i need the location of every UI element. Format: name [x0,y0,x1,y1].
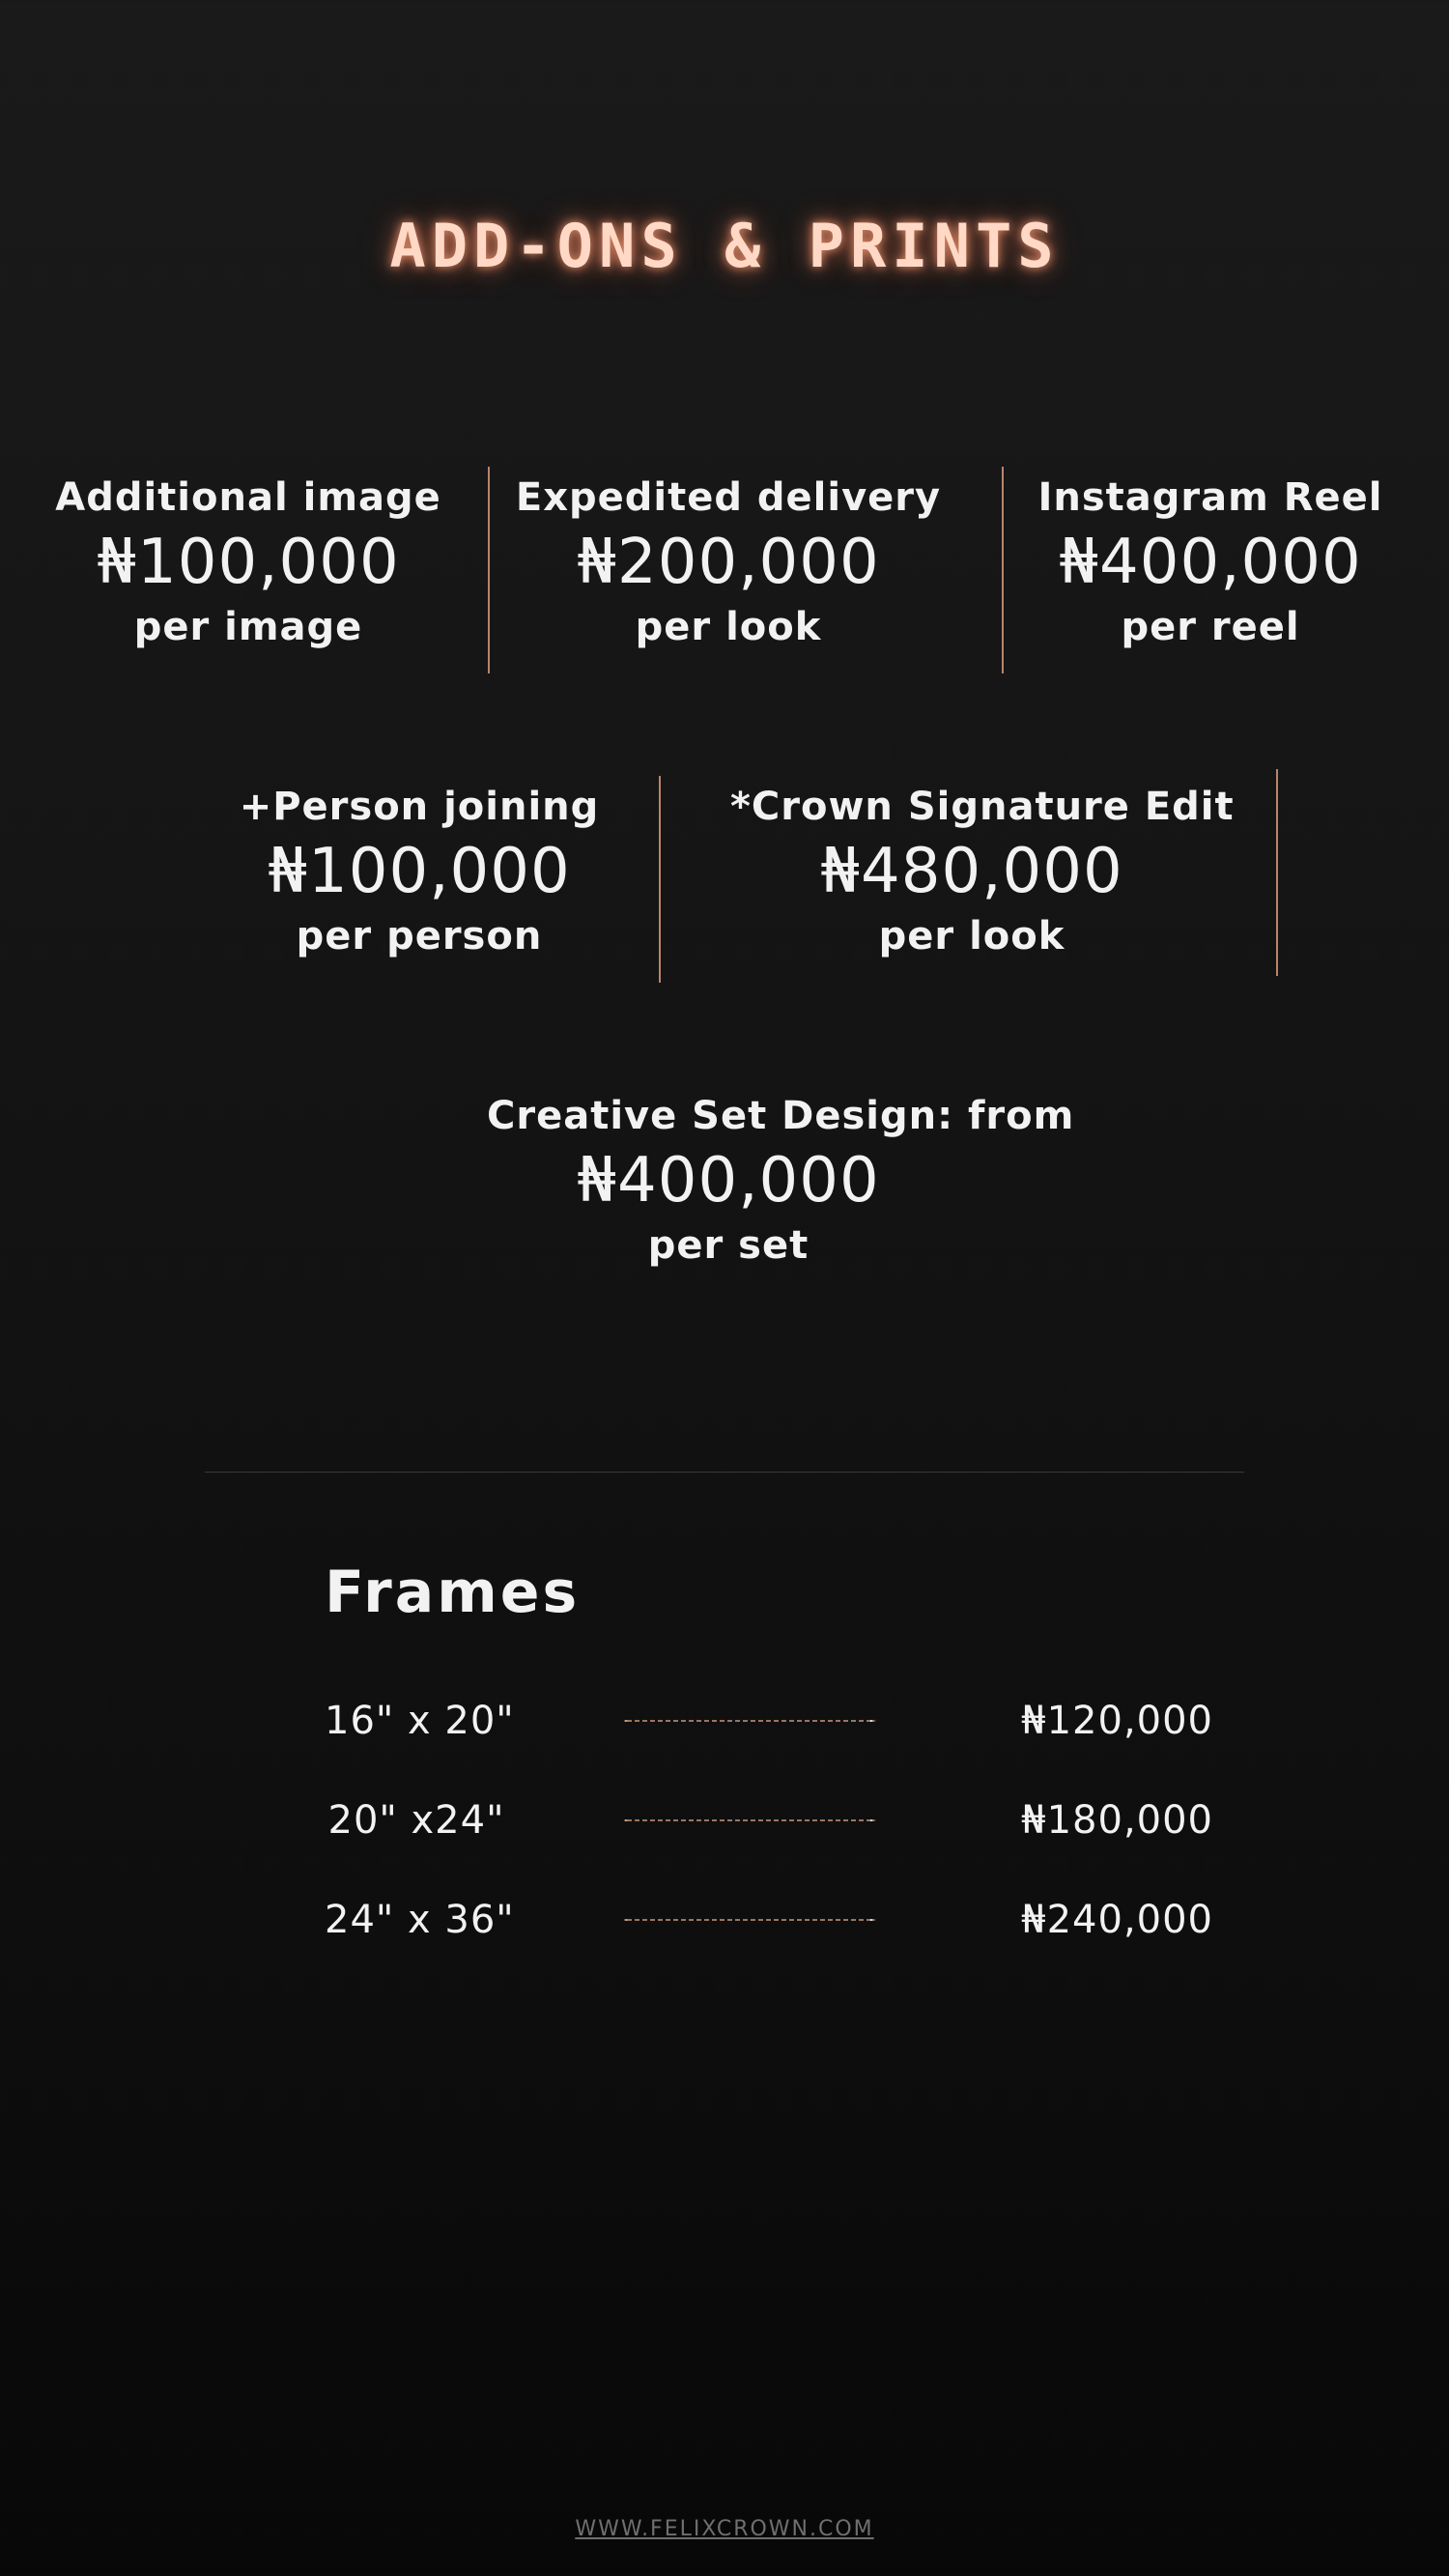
frame-price: ₦120,000 [1021,1699,1213,1743]
frame-row [325,1692,1213,1750]
website-link[interactable]: WWW.FELIXCROWN.COM [575,2517,874,2541]
page-title: ADD-ONS & PRINTS [389,211,1060,281]
addon-unit: per look [878,914,1065,959]
addon-label: Instagram Reel [1037,475,1383,520]
frame-price: ₦180,000 [1021,1798,1213,1843]
addon-expedited-delivery [487,473,970,651]
addon-price: ₦100,000 [97,527,400,598]
frames-heading: Frames [325,1559,581,1626]
frame-size: 20" x24" [327,1798,505,1843]
addon-additional-image [7,473,490,651]
frame-size: 24" x 36" [325,1898,515,1942]
addon-label: Creative Set Design: from [487,1094,1075,1138]
addon-label: Additional image [55,475,441,520]
addon-price: ₦400,000 [1059,527,1362,598]
addon-crown-signature-edit [730,783,1235,960]
divider-line [1276,769,1278,976]
addon-label: +Person joining [239,785,600,829]
addon-creative-set-design [487,1092,1075,1270]
addon-person-joining [178,783,661,960]
addon-price: ₦100,000 [268,836,571,907]
frame-row [325,1891,1213,1949]
addon-label: Expedited delivery [515,475,942,520]
addon-unit: per image [133,605,363,649]
frame-size: 16" x 20" [325,1699,515,1743]
frame-price: ₦240,000 [1021,1898,1213,1942]
dotted-leader-arrow [624,1819,877,1821]
addon-price: ₦480,000 [820,836,1123,907]
frame-row [325,1791,1213,1849]
dotted-leader-arrow [624,1720,877,1722]
divider-line [659,776,661,983]
addon-instagram-reel [969,473,1449,651]
dotted-leader-arrow [624,1919,877,1921]
addon-price: ₦400,000 [577,1145,880,1216]
addon-unit: per reel [1121,605,1300,649]
addon-price: ₦200,000 [577,527,880,598]
addon-unit: per person [296,914,543,959]
addon-unit: per set [647,1223,810,1268]
section-divider [205,1472,1244,1473]
addon-label: *Crown Signature Edit [730,785,1235,829]
addon-unit: per look [635,605,822,649]
